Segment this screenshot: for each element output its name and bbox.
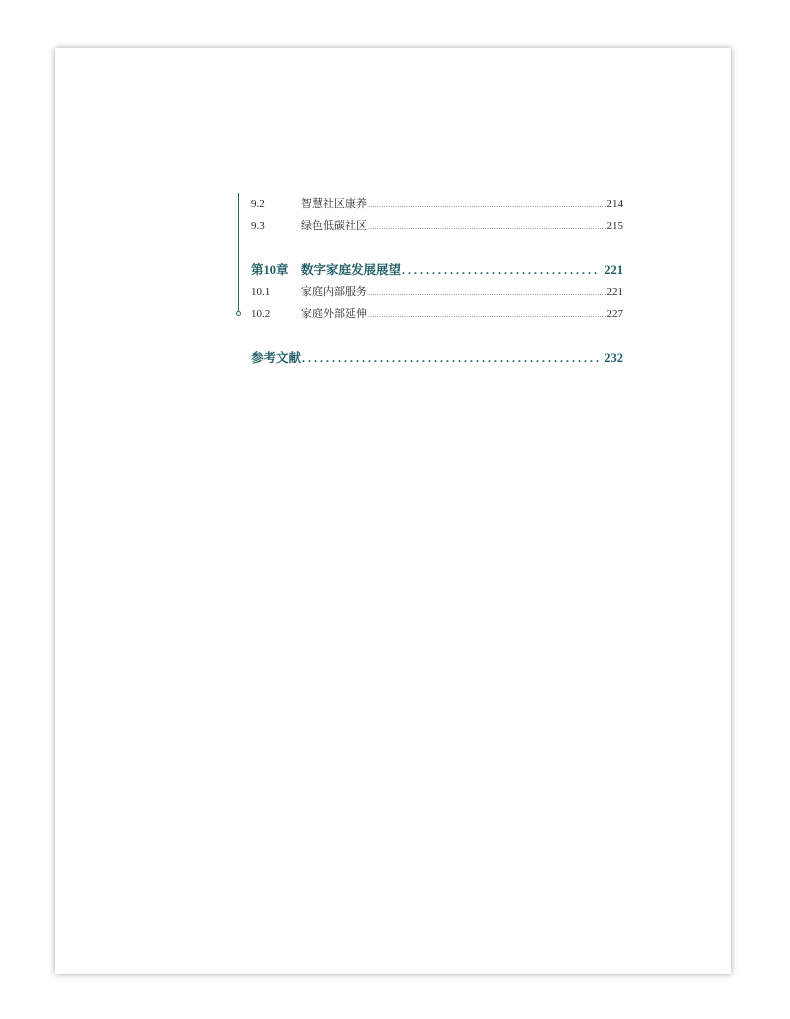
document-page [55,48,731,974]
chapter-number: 第10章 [251,263,289,277]
toc-entry-number: 10.1 [251,286,271,298]
toc-entry-10-2[interactable] [251,303,623,325]
table-of-contents [251,193,623,369]
dot-leader [302,347,599,369]
references-page: 232 [604,351,623,365]
toc-entry-9-2[interactable] [251,193,623,215]
toc-entry-10-1[interactable] [251,281,623,303]
toc-rail-line [238,193,239,313]
toc-spacer [251,325,623,347]
toc-entry-9-3[interactable] [251,215,623,237]
toc-entry-number: 9.3 [251,220,265,232]
toc-entry-title: 绿色低碳社区 [301,220,367,232]
references-title: 参考文献 [251,351,302,365]
toc-entry-title: 智慧社区康养 [301,198,367,210]
dot-leader [402,259,599,281]
dot-leader [368,215,606,237]
chapter-title: 数字家庭发展展望 [301,263,402,277]
toc-entry-number: 10.2 [251,308,271,320]
toc-entry-page: 214 [606,198,623,210]
toc-entry-page: 227 [606,308,623,320]
dot-leader [368,303,606,325]
chapter-page: 221 [604,263,623,277]
toc-entry-title: 家庭内部服务 [301,286,367,298]
toc-entry-page: 221 [606,286,623,298]
toc-entry-page: 215 [606,220,623,232]
toc-entry-title: 家庭外部延伸 [301,308,367,320]
toc-spacer [251,237,623,259]
dot-leader [368,281,606,303]
toc-entry-number: 9.2 [251,198,265,210]
toc-chapter-10[interactable] [251,259,623,281]
toc-references[interactable] [251,347,623,369]
dot-leader [368,193,606,215]
toc-rail-end-circle [236,311,241,316]
